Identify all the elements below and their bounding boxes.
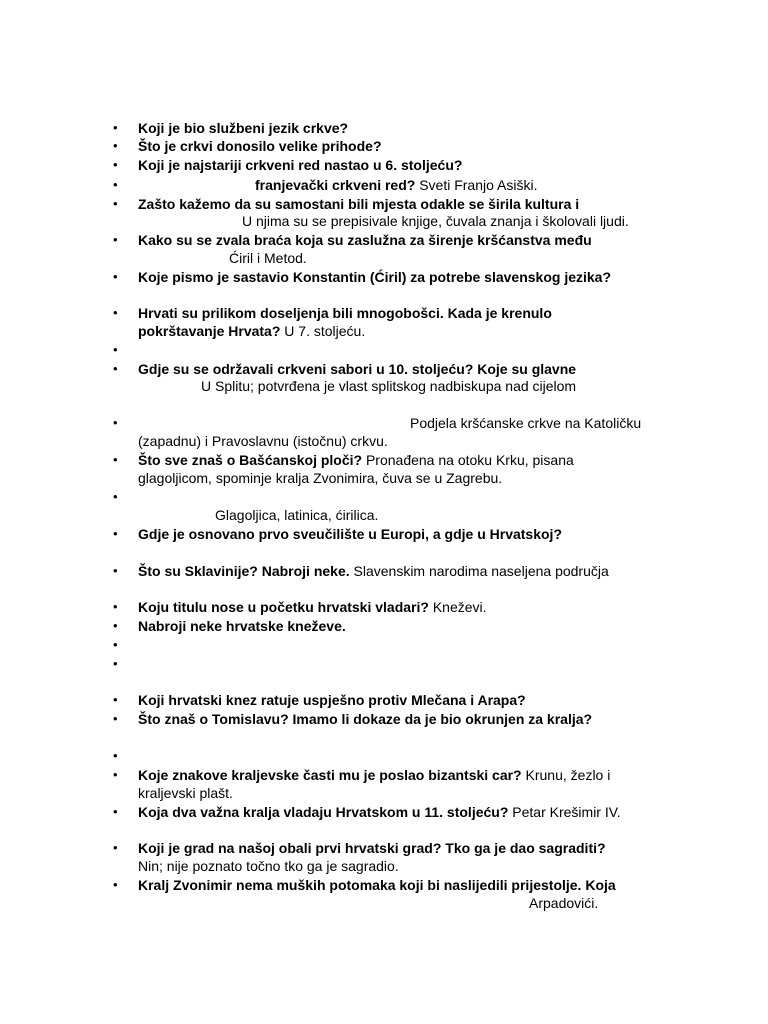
list-item	[0, 525, 768, 543]
question-text: Koji je najstariji crkveni red nastao u 6. stoljeću?	[138, 157, 463, 173]
answer-text: Ćiril i Metod.	[229, 250, 307, 266]
bullet: •	[113, 305, 118, 320]
bullet: •	[113, 840, 118, 855]
list-item	[0, 451, 768, 469]
list-item	[0, 176, 768, 194]
list-item	[0, 414, 768, 432]
list-item	[0, 341, 768, 359]
bullet: •	[113, 452, 118, 467]
question-text: Gdje su se održavali crkveni sabori u 10. stoljeću? Koje su glavne	[138, 361, 577, 377]
question-text: Što je crkvi donosilo velike prihode?	[138, 138, 382, 154]
answer-text: Arpadovići.	[529, 895, 599, 911]
list-item	[0, 876, 768, 894]
list-item	[0, 304, 768, 322]
bullet: •	[113, 489, 118, 504]
list-item	[0, 766, 768, 784]
list-item	[0, 617, 768, 635]
question-text: Koje pismo je sastavio Konstantin (Ćiril) za potrebe slavenskog jezika?	[138, 269, 612, 285]
list-item	[0, 137, 768, 155]
question-text: Zašto kažemo da su samostani bili mjesta odakle se širila kultura i	[138, 196, 580, 212]
bullet: •	[113, 877, 118, 892]
bullet: •	[113, 767, 118, 782]
list-item	[0, 488, 768, 506]
question-text: Koju titulu nose u početku hrvatski vladari?	[138, 599, 429, 615]
list-item-continuation	[0, 249, 768, 267]
list-item-continuation	[0, 506, 768, 524]
question-text: Kako su se zvala braća koja su zaslužna za širenje kršćanstva među	[138, 232, 592, 248]
list-item	[0, 710, 768, 728]
bullet: •	[113, 120, 118, 135]
bullet: •	[113, 415, 118, 430]
list-item	[0, 195, 768, 213]
question-text: Gdje je osnovano prvo sveučilište u Europi, a gdje u Hrvatskoj?	[138, 526, 562, 542]
list-item	[0, 156, 768, 174]
bullet: •	[113, 232, 118, 247]
bullet: •	[113, 177, 118, 192]
bullet: •	[113, 342, 118, 357]
list-item	[0, 803, 768, 821]
question-text: Koji hrvatski knez ratuje uspješno protiv Mlečana i Arapa?	[138, 692, 526, 708]
list-item	[0, 562, 768, 580]
list-item	[0, 231, 768, 249]
list-item-continuation	[0, 212, 768, 230]
question-text: Što sve znaš o Bašćanskoj ploči?	[138, 452, 363, 468]
answer-text: Slavenskim narodima naseljena područja	[349, 563, 609, 579]
list-item-continuation	[0, 894, 768, 912]
list-item	[0, 119, 768, 137]
bullet: •	[113, 157, 118, 172]
bullet: •	[113, 748, 118, 763]
answer-text: (zapadnu) i Pravoslavnu (istočnu) crkvu.	[138, 433, 388, 449]
answer-text: U njima su se prepisivale knjige, čuvala znanja i školovali ljudi.	[242, 213, 629, 229]
bullet: •	[113, 526, 118, 541]
bullet: •	[113, 711, 118, 726]
bullet: •	[113, 637, 118, 652]
question-text: Kralj Zvonimir nema muških potomaka koji bi naslijedili prijestolje. Koja	[138, 877, 616, 893]
bullet: •	[113, 563, 118, 578]
bullet: •	[113, 196, 118, 211]
list-item-continuation	[0, 469, 768, 487]
bullet: •	[113, 804, 118, 819]
question-text: Što su Sklavinije? Nabroji neke.	[138, 563, 350, 579]
bullet: •	[113, 656, 118, 671]
question-text: pokrštavanje Hrvata?	[138, 323, 281, 339]
bullet: •	[113, 269, 118, 284]
answer-text: Krunu, žezlo i	[521, 767, 611, 783]
question-text: Što znaš o Tomislavu? Imamo li dokaze da je bio okrunjen za kralja?	[138, 711, 593, 727]
list-item-continuation	[0, 857, 768, 875]
answer-text: Nin; nije poznato točno tko ga je sagradio.	[138, 858, 399, 874]
bullet: •	[113, 692, 118, 707]
answer-text: kraljevski plašt.	[138, 785, 233, 801]
list-item	[0, 268, 768, 286]
list-item-continuation	[0, 432, 768, 450]
answer-text: Pronađena na otoku Krku, pisana	[362, 452, 574, 468]
question-text: Koje znakove kraljevske časti mu je poslao bizantski car?	[138, 767, 522, 783]
answer-text: Glagoljica, latinica, ćirilica.	[215, 507, 379, 523]
list-item-continuation	[0, 322, 768, 340]
answer-text: U Splitu; potvrđena je vlast splitskog nadbiskupa nad cijelom	[201, 378, 577, 394]
list-item	[0, 839, 768, 857]
answer-text: Petar Krešimir IV.	[508, 804, 621, 820]
bullet: •	[113, 361, 118, 376]
list-item	[0, 598, 768, 616]
bullet: •	[113, 618, 118, 633]
answer-text: U 7. stoljeću.	[280, 323, 366, 339]
bullet: •	[113, 138, 118, 153]
question-text: Nabroji neke hrvatske kneževe.	[138, 618, 346, 634]
list-item	[0, 655, 768, 673]
question-text: Hrvati su prilikom doseljenja bili mnogobošci. Kada je krenulo	[138, 305, 552, 321]
list-item	[0, 636, 768, 654]
list-item	[0, 747, 768, 765]
question-text: Koji je bio službeni jezik crkve?	[138, 120, 349, 136]
question-text: Koji je grad na našoj obali prvi hrvatski grad? Tko ga je dao sagraditi?	[138, 840, 606, 856]
answer-text: Podjela kršćanske crkve na Katoličku	[410, 415, 642, 431]
list-item	[0, 691, 768, 709]
answer-text: glagoljicom, spominje kralja Zvonimira, čuva se u Zagrebu.	[138, 470, 503, 486]
bullet: •	[113, 599, 118, 614]
list-item-continuation	[0, 784, 768, 802]
question-text: franjevački crkveni red?	[255, 177, 416, 193]
list-item	[0, 360, 768, 378]
list-item-continuation	[0, 377, 768, 395]
question-text: Koja dva važna kralja vladaju Hrvatskom u 11. stoljeću?	[138, 804, 509, 820]
answer-text: Sveti Franjo Asiški.	[415, 177, 538, 193]
answer-text: Kneževi.	[428, 599, 487, 615]
